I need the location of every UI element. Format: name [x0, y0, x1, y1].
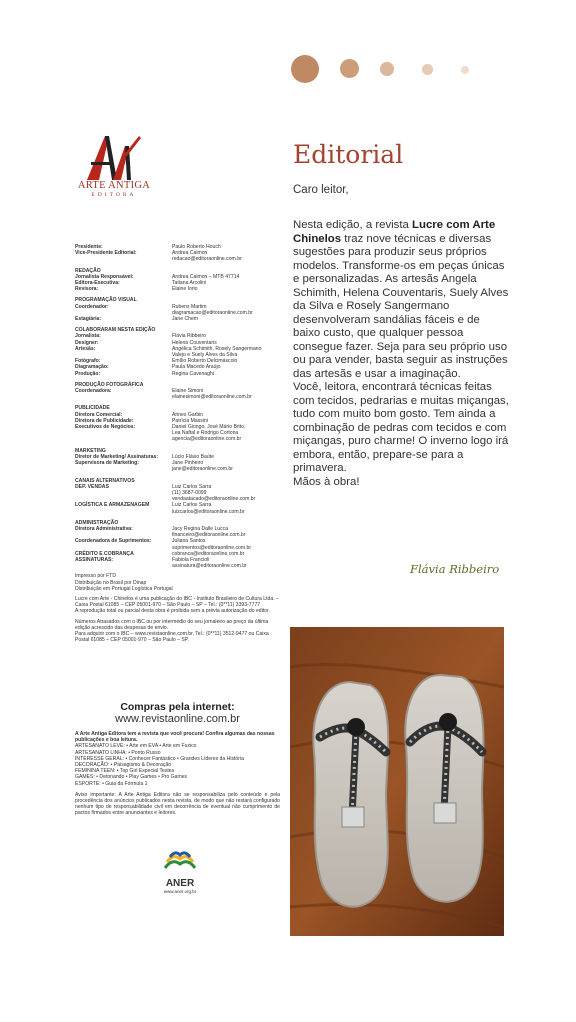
print-line: Impresso por FTD: [75, 573, 117, 580]
credit-row: [75, 563, 280, 569]
credit-row: [75, 256, 280, 262]
credit-role: [75, 509, 172, 515]
credit-role: DEP. VENDAS: [75, 483, 109, 490]
credit-row: [75, 371, 280, 377]
credits-section-heading: PRODUÇÃO FOTOGRÁFICA: [75, 381, 144, 388]
credit-name: Rubens Martim: [172, 303, 207, 310]
credit-name: Paula Macedo Araújo: [172, 364, 221, 371]
flip-flops-photo: [290, 627, 504, 936]
credit-role: Diagramação:: [75, 364, 109, 371]
credit-name[interactable]: luizcarlos@editoraonline.com.br: [172, 508, 245, 515]
credit-name: Jane Chem: [172, 316, 199, 323]
credit-name[interactable]: diagramacao@editoraonline.com.br: [172, 309, 253, 316]
credit-name: Andrea Calmon – MTB 47714: [172, 273, 240, 280]
credits-section-heading: REDAÇÃO: [75, 267, 101, 274]
credit-name: Jane Pinheiro: [172, 460, 204, 467]
editorial-paragraph-1: Nesta edição, a revista Lucre com Arte Chinelos traz nove técnicas e diversas sugestões para produzir seus próprios modelos. Transforme-os em peças únicas e personalizadas. As artesãs Angela Schimith, Helena Couventaris, Suely Alves da Silva e Rosely Sangermano desenvolveram sandálias fáceis e de baixo custo, que qualquer pessoa consegue fazer. Seja para seu próprio uso ou para vender, basta seguir as instruções das artesãs e usar a imaginação.: [293, 219, 509, 380]
credits-section-heading: MARKETING: [75, 447, 106, 454]
credit-name: Andrea Calmon: [172, 250, 208, 257]
publication-category: INTERESSE GERAL: • Conhecer Fantástico • Grandes Líderes da História: [75, 755, 244, 762]
credit-name[interactable]: elainesimoni@editoraonline.com.br: [172, 394, 252, 401]
online-shopping-title: Compras pela internet:: [120, 701, 235, 713]
credit-role: [75, 394, 172, 400]
credit-name[interactable]: jane@editoraonline.com.br: [172, 466, 233, 473]
credit-name: Tatiana Arcolini: [172, 280, 207, 287]
credit-name[interactable]: vendaatacado@editoraonline.com.br: [172, 496, 256, 503]
credit-name[interactable]: financeiro@editoraonline.com.br: [172, 532, 246, 539]
credit-name[interactable]: redacao@editoraonline.com.br: [172, 256, 242, 263]
magazine-name: Lucre com Arte Chinelos: [293, 219, 496, 245]
editorial-title: Editorial: [293, 140, 404, 169]
publication-category: GAMES: • Detonando • Play Games • Pro Games: [75, 774, 188, 781]
credits-section-heading: CANAIS ALTERNATIVOS: [75, 477, 135, 484]
publication-category: ARTESANATO LEVE: • Arte em EVA • Arte em Fuxico: [75, 743, 197, 750]
brand-title: ARTE ANTIGA: [77, 180, 151, 191]
credit-row: [75, 436, 280, 442]
credit-role: Jornalista:: [75, 333, 101, 340]
left-flip-flop: [313, 682, 388, 907]
print-line: Distribuição em Portugal Logística Portugal: [75, 585, 173, 592]
legal-notice: Aviso importante: A Arte Antiga Editora não se responsabiliza pelo conteúdo e pela procedência dos anúncios publicados nesta revista, de modo que não restará configurado nenhum tipo de responsabilidade civil em decorrência de eventual não cumprimento de pactos firmados entre anunciantes e leitores.: [75, 791, 280, 817]
credit-name: Juliana Santos: [172, 538, 206, 545]
publications-intro: A Arte Antiga Editora tem a revista que você procura! Confira algumas das nossas publicações e boa leitura.: [75, 731, 275, 744]
aner-book-icon: [163, 850, 197, 872]
brand-subtitle: EDITORA: [91, 192, 137, 198]
print-line: Distribuição no Brasil por Dinap: [75, 579, 147, 586]
legal-paragraph: Para adquirir com o IBC – www.revistaonline.com.br, Tel.: (0**11) 3512-9477 ou Caixa Postal 61085 – CEP 05001-970 – São Paulo – SP.: [75, 630, 269, 644]
credit-name: Luiz Carlos Sarra: [172, 502, 212, 509]
decorative-dot-3: [380, 62, 394, 76]
credit-role: Coordenador:: [75, 303, 109, 310]
credit-name[interactable]: assinatura@editoraonline.com.br: [172, 563, 247, 570]
online-shopping-block: [75, 701, 280, 725]
credit-name: Lúcio Flávio Baúte: [172, 453, 214, 460]
credit-role: Jornalista Responsável:: [75, 273, 134, 280]
masthead-credits: [75, 244, 280, 643]
credit-name: Regina Cavenaghi: [172, 370, 214, 377]
publications-footer: [75, 731, 280, 817]
editorial-signature: Flávia Ribbeiro: [410, 562, 500, 576]
credit-role: Presidente:: [75, 244, 103, 250]
credit-name: (11) 3687-0099: [172, 489, 207, 496]
credit-name[interactable]: agencia@editoraonline.com.br: [172, 436, 242, 443]
publication-category: ESPORTE: • Guia da Fórmula 1: [75, 780, 148, 787]
credit-role: Diretora Comercial:: [75, 411, 123, 418]
credit-name: Arines Garbin: [172, 411, 204, 418]
decorative-dot-5: [461, 66, 469, 74]
credit-name: Angélica Schimith, Rosely Sangermano: [172, 345, 262, 352]
publication-category: DECORAÇÃO: • Paisagismo & Decoração: [75, 762, 172, 769]
credit-name: Lea Naftal e Rodrigo Cortona: [172, 430, 239, 437]
credit-role: Produção:: [75, 370, 101, 377]
credit-role: CRÉDITO E COBRANÇA: [75, 550, 134, 557]
credit-row: [75, 316, 280, 322]
editorial-body: [293, 219, 509, 489]
credits-section-heading: COLABORARAM NESTA EDIÇÃO: [75, 327, 156, 334]
aner-logo: [155, 850, 205, 894]
credit-role: [75, 563, 172, 569]
right-flip-flop: [405, 675, 483, 902]
publication-category: FEMININA TEEN: • Top Girl Especial Testes: [75, 768, 175, 775]
legal-paragraph: Lucre com Arte - Chinelos é uma publicação do IBC - Instituto Brasileiro de Cultura Ltda. – Caixa Postal 61085 – CEP 05001-970 – São Paulo – SP – Tel.: (0**11) 3393-7777: [75, 595, 279, 609]
credit-role: Revisora:: [75, 286, 99, 293]
credit-role: Fotógrafo:: [75, 358, 101, 365]
credit-role: Diretora de Publicidade:: [75, 417, 134, 424]
credit-role: [75, 256, 172, 262]
credit-name: Luiz Carlos Sarra: [172, 483, 212, 490]
credit-name: Daniel Giongo, José Mário Brito,: [172, 424, 246, 431]
credit-role: Estagiária:: [75, 316, 102, 323]
credit-name: Elaine Iorio: [172, 286, 198, 293]
credit-role: Diretor de Marketing/ Assinaturas:: [75, 453, 159, 460]
credit-role: [75, 466, 172, 472]
credit-name[interactable]: suprimentos@editoraonline.com.br: [172, 544, 252, 551]
credit-role: Executivos de Negócios:: [75, 424, 136, 431]
credit-name: Helena Couventaris: [172, 339, 217, 346]
credit-role: Coordenadora de Suprimentos:: [75, 538, 152, 545]
credit-name: Flávia Ribbeiro: [172, 333, 206, 340]
credit-role: Diretora Administrativa:: [75, 525, 133, 532]
credit-row: [75, 286, 280, 292]
credit-name: Valejo e Suely Alves da Silva: [172, 352, 238, 359]
decorative-dot-1: [291, 55, 319, 83]
credit-row: [75, 466, 280, 472]
credits-section-heading: PROGRAMAÇÃO VISUAL: [75, 297, 137, 304]
decorative-dot-2: [340, 59, 359, 78]
legal-paragraph: Números Atrasados com o IBC ou por intermédio do seu jornaleiro ao preço da última edição acrescido das despesas de envio.: [75, 618, 269, 631]
credit-role: [75, 436, 172, 442]
publications-list: [75, 743, 280, 786]
editorial-paragraph-3: Mãos à obra!: [293, 475, 360, 488]
credit-role: Vice-Presidente Editorial:: [75, 250, 137, 257]
brand-name: [74, 180, 154, 198]
credit-name: Paulo Roberto Houch: [172, 244, 221, 250]
credits-section-heading: ADMINISTRAÇÃO: [75, 519, 119, 526]
credit-role: Coordenadora:: [75, 388, 112, 395]
credit-name: Emílio Roberto Delcimáscolo: [172, 358, 238, 365]
credit-role: ASSINATURAS:: [75, 556, 114, 563]
aner-name: ANER: [165, 878, 195, 889]
credit-name: Fabiola Francioli: [172, 556, 210, 563]
credit-role: Editora-Executiva:: [75, 280, 120, 287]
editorial-paragraph-2: Você, leitora, encontrará técnicas feitas com tecidos, pedrarias e muitas miçangas, tudo com muito bom gosto. Tem ainda a combinação de pedras com tecidos e com miçangas, puro charme! O inverno logo irá embora, então, prepare-se para a primavera.: [293, 381, 509, 474]
editorial-greeting: Caro leitor,: [293, 184, 349, 196]
credit-role: Supervisora de Marketing:: [75, 460, 139, 467]
credit-row: [75, 509, 280, 515]
credit-role: Artesãs:: [75, 345, 96, 352]
credit-name: Elaine Simoni: [172, 388, 204, 395]
credit-name[interactable]: cobranca@editoraonline.com.br: [172, 550, 245, 557]
publication-category: ARTESANATO LINHA: • Ponto Russo: [75, 749, 161, 756]
aner-url: www.aner.org.br: [163, 889, 197, 894]
credits-section-heading: PUBLICIDADE: [75, 405, 110, 412]
credit-name: Jacy Regina Dalle Lucca: [172, 525, 229, 532]
credit-row: [75, 394, 280, 400]
decorative-dot-4: [422, 64, 433, 75]
legal-paragraph: A reprodução total ou parcial desta obra é proibida sem a prévia autorização do editor.: [75, 608, 270, 615]
online-shopping-url[interactable]: www.revistaonline.com.br: [115, 713, 240, 725]
credit-name: Patrícia Massini: [172, 417, 208, 424]
credit-role: Designer:: [75, 339, 99, 346]
credit-role: LOGÍSTICA E ARMAZENAGEM: [75, 502, 150, 509]
